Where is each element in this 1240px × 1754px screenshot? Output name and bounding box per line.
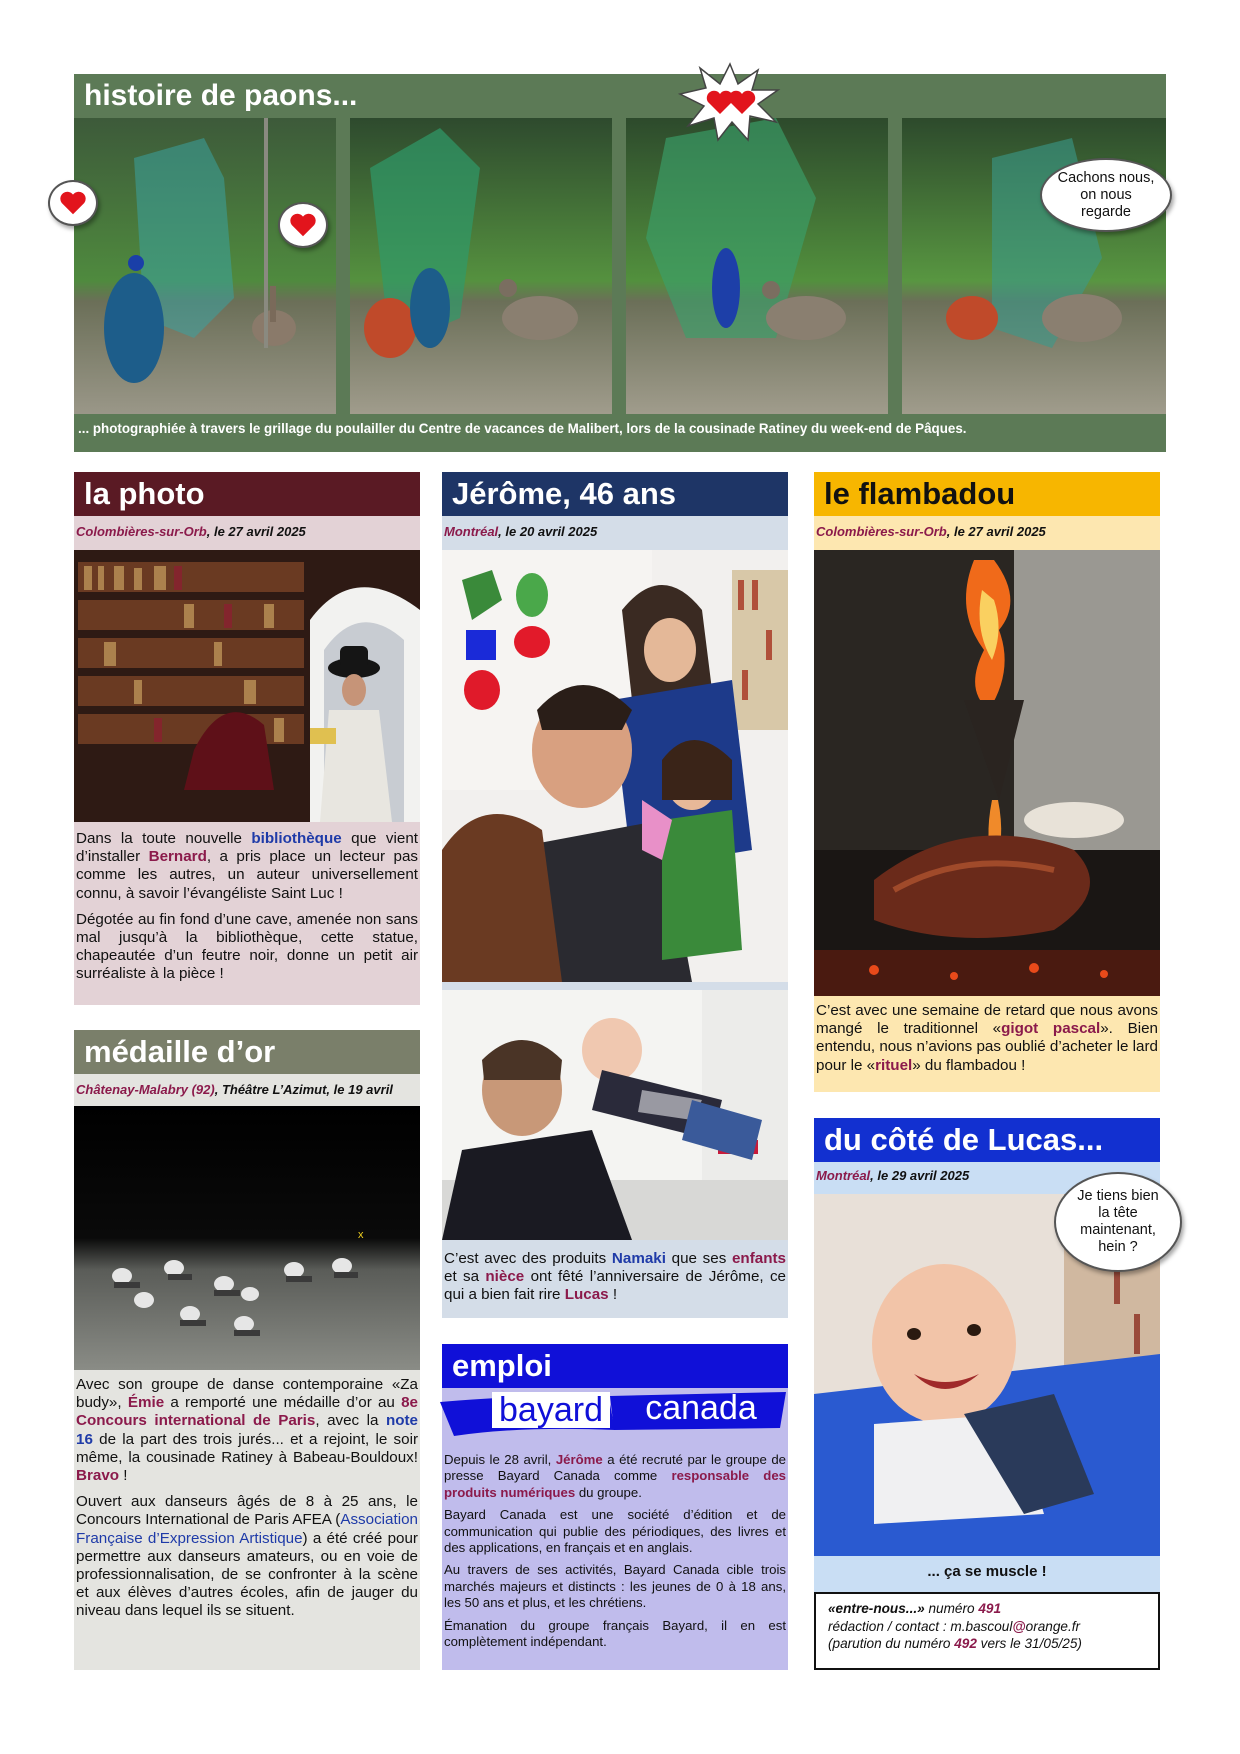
bayard-canada-logo <box>440 1386 790 1442</box>
jerome-paragraph: C’est avec des produits Namaki que ses enfants et sa nièce ont fêté l’anniversaire de Jérôme, ce qui a bien fait rire Lucas ! <box>444 1250 786 1304</box>
lucas-speech-bubble: Je tiens bien la tête maintenant, hein ? <box>1054 1172 1182 1272</box>
logo-canada-text: canada <box>645 1389 757 1427</box>
lucas-date: , le 29 avril 2025 <box>870 1168 970 1183</box>
lucas-caption: ... ça se muscle ! <box>927 1563 1047 1580</box>
library-photo <box>74 550 420 822</box>
medal-place: Châtenay-Malabry (92) <box>76 1082 215 1097</box>
peacock-caption: ... photographiée à travers le grillage du poulailler du Centre de vacances de Malibert, lors de la cousinade Ratiney du week-end de Pâques. <box>78 421 967 436</box>
logo-bayard-text: bayard <box>492 1392 610 1428</box>
heart-icon <box>58 188 88 218</box>
photo-place: Colombières-sur-Orb <box>76 524 207 539</box>
heart-bubble-1 <box>48 180 98 226</box>
jerome-date: , le 20 avril 2025 <box>498 524 598 539</box>
photo-text <box>76 830 418 992</box>
medal-paragraph-2: Ouvert aux danseurs âgés de 8 à 25 ans, le Concours International de Paris AFEA (Association Française d’Expression Artistique) a été créé pour permettre aux danseurs amateurs, ou en voie de professionnalisation, de se confronter à la scène et aux élèves d’autres écoles, afin de jauger du niveau dans lequel ils se situent. <box>76 1493 418 1620</box>
heart-bubble-2 <box>278 202 328 248</box>
dance-photo <box>74 1106 420 1370</box>
heart-icon <box>288 210 318 240</box>
baby-lift-photo <box>442 990 788 1240</box>
photo-title: la photo <box>74 472 420 516</box>
lucas-place: Montréal <box>816 1168 871 1183</box>
face-painting-photo <box>442 550 788 982</box>
flambadou-place: Colombières-sur-Orb <box>816 524 947 539</box>
flambadou-paragraph: C’est avec une semaine de retard que nous avons mangé le traditionnel «gigot pascal». Bien entendu, nous n’avions pas oublié d’acheter le lard pour le «rituel» du flambadou ! <box>816 1002 1158 1074</box>
emploi-paragraph-3: Au travers de ses activités, Bayard Canada cible trois marchés majeurs et distincts : les jeunes de 0 à 18 ans, les 50 ans et plus, et les chrétiens. <box>444 1562 786 1611</box>
peacock-speech-bubble: Cachons nous, on nous regarde <box>1040 158 1172 232</box>
medal-dateline <box>74 1074 420 1106</box>
peacock-photo-1 <box>74 118 336 414</box>
masthead-next-issue: (parution du numéro 492 vers le 31/05/25) <box>828 1636 1082 1651</box>
flambadou-dateline <box>814 516 1160 548</box>
starburst-hearts-icon <box>678 62 782 142</box>
medal-title: médaille d’or <box>74 1030 420 1074</box>
jerome-text <box>444 1250 786 1313</box>
photo-dateline <box>74 516 420 548</box>
masthead-contact: rédaction / contact : m.bascoul@orange.fr <box>828 1618 1081 1634</box>
emploi-paragraph-4: Émanation du groupe français Bayard, il en est complètement indépendant. <box>444 1617 786 1650</box>
lucas-title: du côté de Lucas... <box>814 1118 1160 1162</box>
medal-date: , Théâtre L’Azimut, le 19 avril <box>214 1082 393 1097</box>
photo-paragraph-2: Dégotée au fin fond d’une cave, amenée non sans mal jusqu’à la bibliothèque, cette statue, chapeautée d’un feutre noir, donne un petit air surréaliste à la pièce ! <box>76 910 418 983</box>
peacock-photo-3 <box>626 118 888 414</box>
emploi-paragraph-2: Bayard Canada est une société d’édition et de communication qui publie des périodiques, des livres et des applications, en français et en anglais. <box>444 1507 786 1556</box>
medal-text <box>76 1376 418 1629</box>
peacock-title: histoire de paons... <box>84 79 358 112</box>
jerome-dateline <box>442 516 788 548</box>
flambadou-title: le flambadou <box>814 472 1160 516</box>
medal-paragraph-1: Avec son groupe de danse contemporaine «Za budy», Émie a remporté une médaille d’or au 8e Concours international de Paris, avec la note 16 de la part des trois jurés... et a rejoint, le soir même, la cousinade Ratiney à Babeau-Bouldoux! Bravo ! <box>76 1376 419 1485</box>
emploi-paragraph-1: Depuis le 28 avril, Jérôme a été recruté par le groupe de presse Bayard Canada comme responsable des produits numériques du groupe. <box>444 1452 787 1500</box>
svg-text:x: x <box>358 1229 364 1241</box>
jerome-title: Jérôme, 46 ans <box>442 472 788 516</box>
peacock-photo-2 <box>350 118 612 414</box>
emploi-text <box>444 1452 786 1656</box>
flambadou-date: , le 27 avril 2025 <box>946 524 1046 539</box>
flambadou-photo <box>814 550 1160 996</box>
emploi-title: emploi <box>442 1344 788 1388</box>
masthead-box <box>814 1592 1160 1670</box>
jerome-place: Montréal <box>444 524 499 539</box>
photo-date: , le 27 avril 2025 <box>206 524 306 539</box>
photo-paragraph-1: Dans la toute nouvelle bibliothèque que vient d’installer Bernard, a pris place un lecteur pas comme les autres, un auteur universellement connu, à savoir l’évangéliste Saint Luc ! <box>76 830 418 902</box>
flambadou-text <box>816 1002 1158 1083</box>
masthead-issue: «entre-nous...» numéro 491 <box>828 1601 1002 1616</box>
